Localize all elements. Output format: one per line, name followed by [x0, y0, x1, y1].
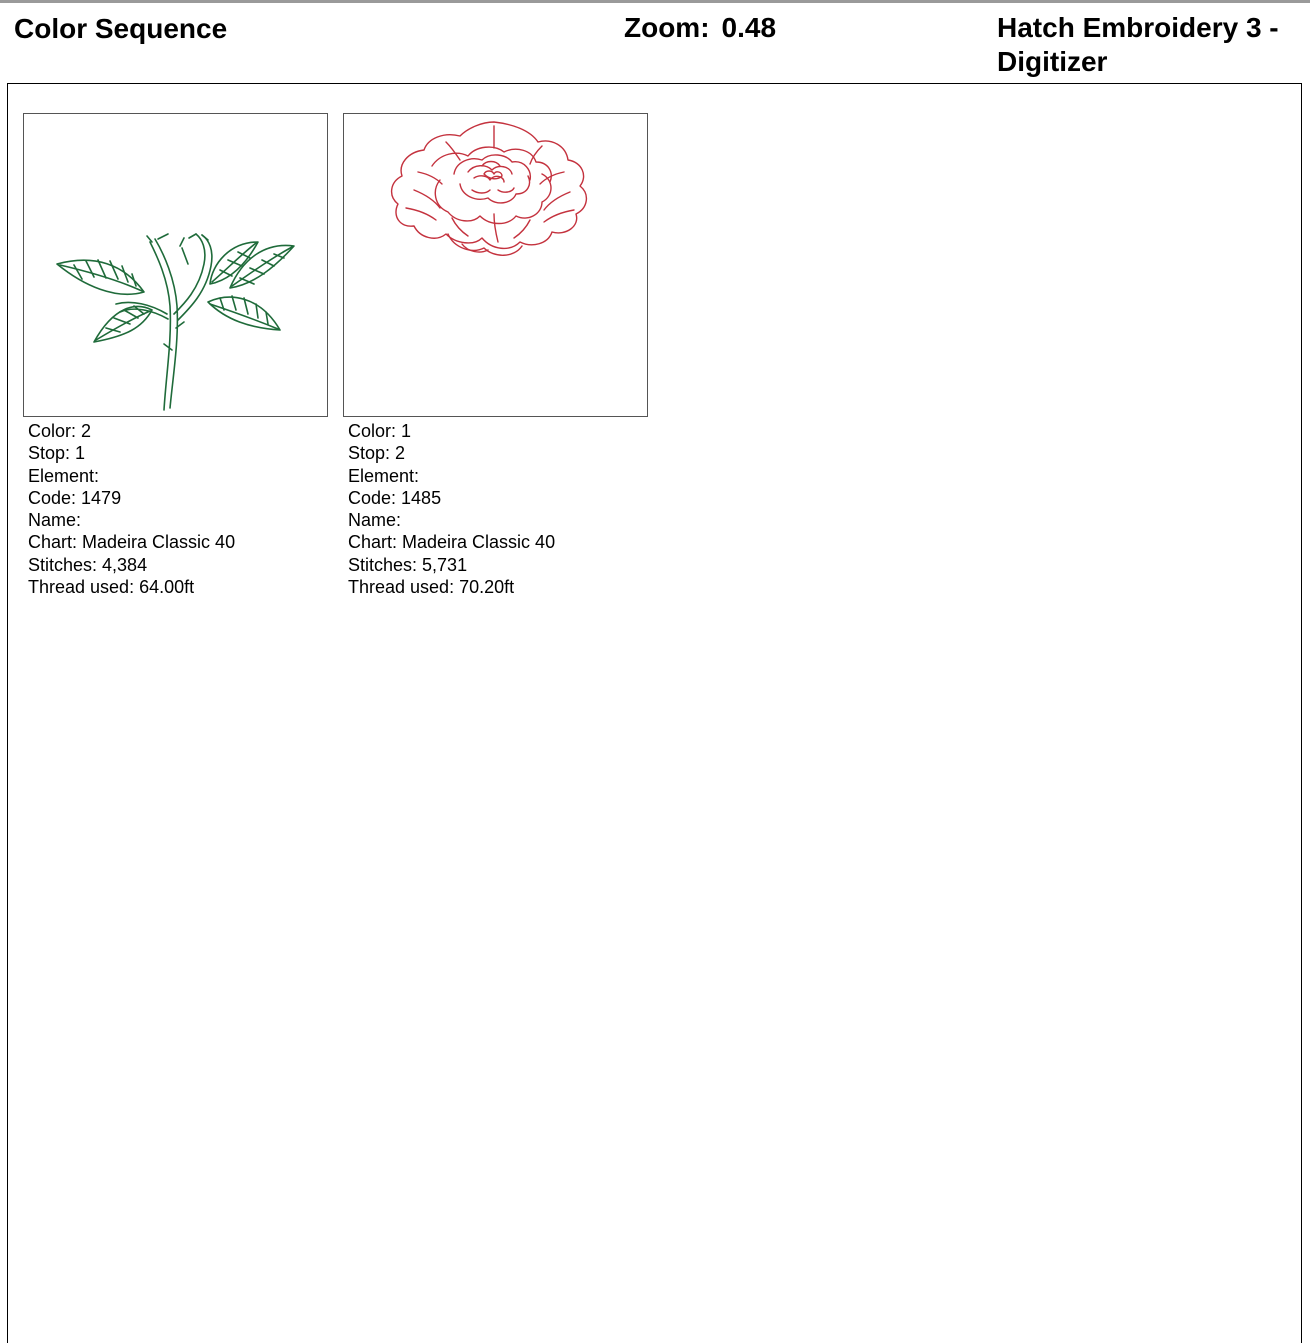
color-number: Color: 1: [348, 421, 412, 441]
thread-chart: Chart: Madeira Classic 40: [348, 532, 556, 553]
stitch-count: Stitches: 5,731: [348, 554, 468, 575]
thread-used: Thread used: 64.00ft: [28, 577, 195, 598]
zoom-value: 0.48: [721, 12, 777, 43]
stitch-preview: [343, 113, 648, 417]
rose-stem-leaves-icon: [24, 114, 329, 418]
thread-used: Thread used: 70.20ft: [348, 577, 515, 598]
thread-name: Name:: [348, 510, 402, 531]
thread-chart: Chart: Madeira Classic 40: [28, 532, 236, 553]
element-label: Element:: [28, 465, 100, 486]
application-name: Hatch Embroidery 3 - Digitizer: [997, 12, 1279, 77]
color-sequence-card: [23, 113, 328, 598]
stop-number: Stop: 2: [348, 443, 406, 464]
peony-flower-icon: [344, 114, 649, 418]
page-title: Color Sequence: [14, 13, 228, 44]
stop-number: Stop: 1: [28, 443, 86, 464]
zoom-indicator: [624, 11, 776, 45]
element-label: Element:: [348, 465, 420, 486]
color-details: [348, 420, 648, 598]
color-sequence-card: [343, 113, 648, 598]
color-details: [28, 420, 328, 598]
top-rule: [0, 0, 1310, 3]
thread-code: Code: 1485: [348, 487, 442, 508]
color-number: Color: 2: [28, 421, 92, 441]
thread-code: Code: 1479: [28, 487, 122, 508]
zoom-label: Zoom:: [624, 12, 710, 43]
stitch-count: Stitches: 4,384: [28, 554, 148, 575]
stitch-preview: [23, 113, 328, 417]
thread-name: Name:: [28, 510, 82, 531]
